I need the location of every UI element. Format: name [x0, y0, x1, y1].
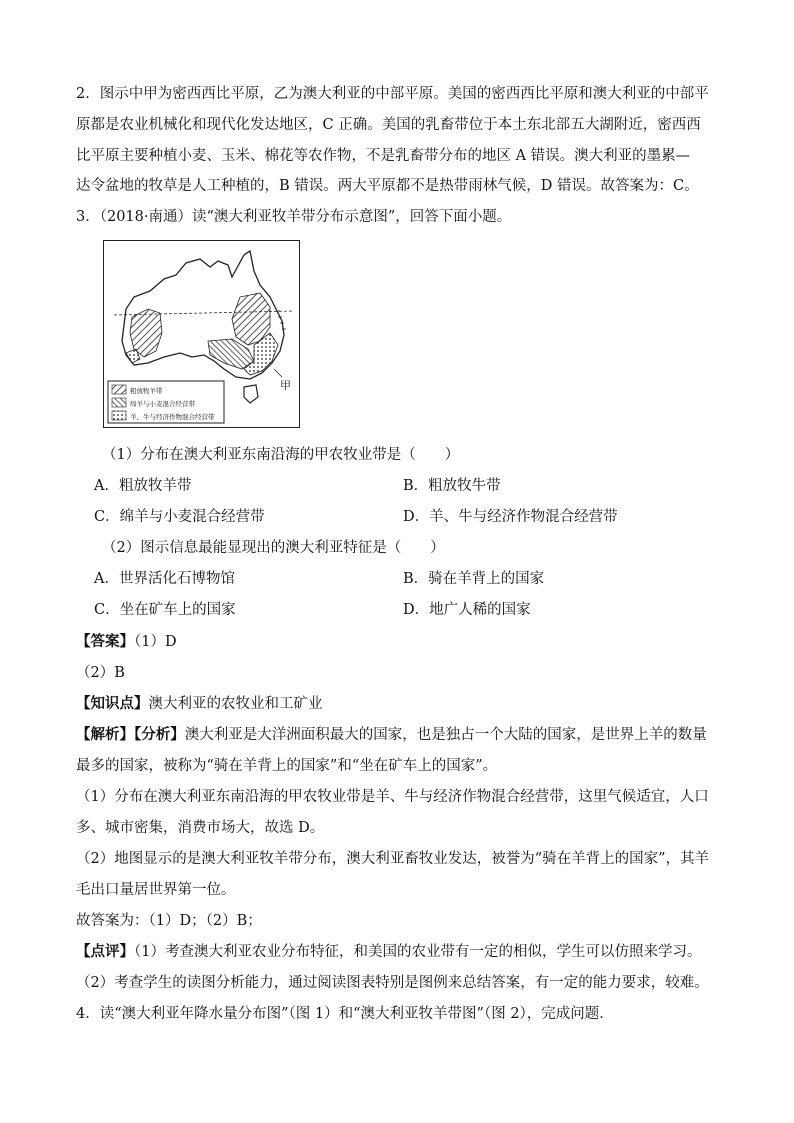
sub2-option-a: A．世界活化石博物馆 — [94, 571, 235, 587]
knowledge-tag: 【知识点】 — [76, 695, 149, 712]
sub2-option-d: D．地广人稀的国家 — [403, 602, 531, 618]
q2-line-1: 2．图示中甲为密西西比平原，乙为澳大利亚的中部平原。美国的密西西比平原和澳大利亚的中部平 — [76, 86, 709, 102]
tasmania-outline — [244, 385, 258, 403]
comment-line-1 — [76, 942, 736, 962]
analysis-line-2: 最多的国家，被称为“骑在羊背上的国家”和“坐在矿车上的国家”。 — [76, 758, 498, 774]
sub1-option-b: B．粗放牧牛带 — [403, 478, 501, 494]
q2-line-2: 原都是农业机械化和现代化发达地区，C 正确。美国的乳畜带位于本土东北部五大湖附近，密西西 — [76, 117, 701, 133]
marker-pointer — [274, 369, 282, 377]
q3-stem: 3．（2018·南通）读“澳大利亚牧羊带分布示意图”，回答下面小题。 — [76, 209, 512, 225]
knowledge-line — [76, 694, 736, 714]
legend-swatch-2 — [112, 398, 126, 407]
legend-label-2: 绵羊与小麦混合经营带 — [130, 400, 195, 408]
legend-swatch-3 — [112, 411, 126, 420]
sub2-stem: （2）图示信息最能显现出的澳大利亚特征是（ ） — [102, 540, 445, 556]
sub2-option-c: C．坐在矿车上的国家 — [94, 602, 236, 618]
answer-tag: 【答案】 — [76, 633, 134, 650]
explain-2-line-2: 毛出口量居世界第一位。 — [76, 882, 236, 898]
legend-swatch-1 — [112, 385, 126, 394]
analysis-sub-tag: 【分析】 — [134, 726, 185, 743]
comment-line-2: （2）考查学生的读图分析能力，通过阅读图表特别是图例来总结答案，有一定的能力要求，较难。 — [76, 975, 709, 991]
legend-label-3: 羊、牛与经济作物混合经营带 — [130, 413, 215, 421]
analysis-line-1 — [76, 725, 736, 745]
comment-text-1: （1）考查澳大利亚农业分布特征，和美国的农业带有一定的相似，学生可以仿照来学习。 — [134, 944, 702, 960]
analysis-tag: 【解析】 — [76, 726, 134, 743]
answer-line — [76, 632, 736, 652]
sub1-option-c: C．绵羊与小麦混合经营带 — [94, 509, 265, 525]
explain-2-line-1: （2）地图显示的是澳大利亚牧羊带分布，澳大利亚畜牧业发达，被誉为“骑在羊背上的国家”，其羊 — [76, 851, 710, 867]
marker-jia: 甲 — [280, 379, 291, 392]
explain-1-line-1: （1）分布在澳大利亚东南沿海的甲农牧业带是羊、牛与经济作物混合经营带，这里气候适宜，人口 — [76, 789, 709, 805]
knowledge-text: 澳大利亚的农牧业和工矿业 — [148, 696, 323, 712]
comment-tag: 【点评】 — [76, 943, 134, 960]
q2-line-4: 达令盆地的牧草是人工种植的，B 错误。两大平原都不是热带雨林气候，D 错误。故答案为：C。 — [76, 178, 699, 194]
australia-sheep-belt-map — [103, 240, 300, 428]
q2-line-3: 比平原主要种植小麦、玉米、棉花等农作物，不是乳畜带分布的地区 A 错误。澳大利亚的墨累— — [76, 148, 691, 164]
answer-1: （1）D — [134, 634, 177, 650]
sub1-stem: （1）分布在澳大利亚东南沿海的甲农牧业带是（ ） — [102, 447, 460, 463]
sub1-option-d: D．羊、牛与经济作物混合经营带 — [403, 509, 618, 525]
final-answer: 故答案为：（1）D；（2）B； — [76, 913, 262, 929]
explain-1-line-2: 多、城市密集，消费市场大，故选 D。 — [76, 820, 325, 836]
q4-stem: 4．读“澳大利亚年降水量分布图”（图 1）和“澳大利亚牧羊带图”（图 2），完成问题． — [76, 1006, 614, 1022]
legend-label-1: 粗放牧羊带 — [130, 387, 163, 395]
sub1-option-a: A．粗放牧羊带 — [94, 478, 192, 494]
analysis-text-1: 澳大利亚是大洋洲面积最大的国家，也是独占一个大陆的国家，是世界上羊的数量 — [184, 727, 707, 743]
sub2-option-b: B．骑在羊背上的国家 — [403, 571, 545, 587]
map-svg — [104, 241, 299, 427]
answer-2: （2）B — [76, 665, 125, 681]
